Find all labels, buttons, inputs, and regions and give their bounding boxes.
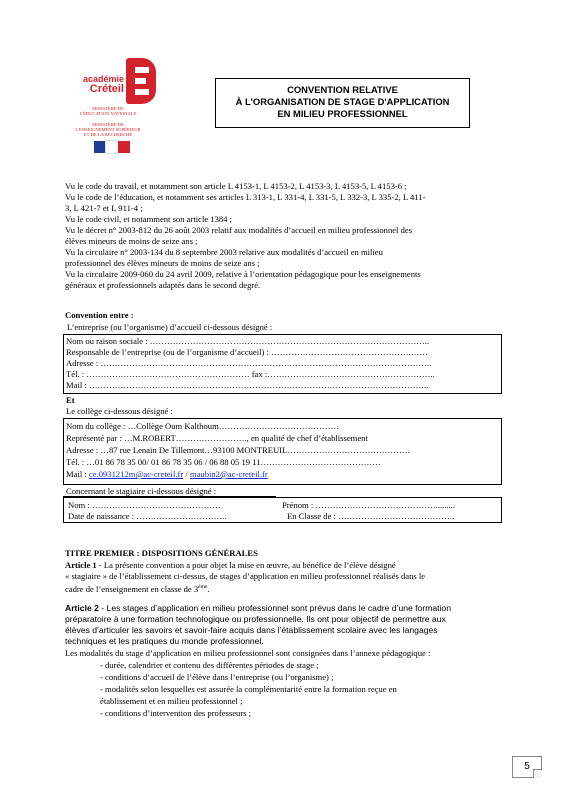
logo-text-academie: académie bbox=[82, 74, 124, 84]
preamble-line: 3, L 421-7 et L 911-4 ; bbox=[65, 203, 143, 213]
entreprise-intro: L’entreprise (ou l’organisme) d’accueil ci-dessous désigné : bbox=[67, 322, 273, 332]
college-represente-field[interactable]: Représenté par : …M.ROBERT……………………., en qualité de chef d’établissement bbox=[66, 433, 368, 443]
article1-line bbox=[65, 560, 396, 570]
article1-label: Article 1 bbox=[65, 560, 97, 570]
stagiaire-intro: Concernant le stagiaire ci-dessous désigné : bbox=[66, 486, 217, 496]
preamble-line: Vu le décret n° 2003-812 du 26 août 2003 relatif aux modalités d’accueil en milieu professionnel des bbox=[65, 225, 413, 235]
academie-creteil-logo bbox=[62, 54, 154, 160]
college-mail-separator: / bbox=[183, 469, 190, 479]
article2-line: techniques et les pratiques du monde professionnel. bbox=[65, 636, 264, 646]
modalites-intro: Les modalités du stage d’application en milieu professionnel sont consignées dans l’annexe pédagogique : bbox=[65, 648, 431, 658]
college-intro: Le collège ci-dessous désigné : bbox=[66, 406, 173, 416]
article1-text: cadre de l’enseignement en classe de 3 bbox=[65, 583, 199, 594]
preamble-line: Vu le code du travail, et notamment son article L 4153-1, L 4153-2, L 4153-3, L 4153-5, L 4153-6 ; bbox=[65, 181, 407, 191]
preamble-line: Vu le code civil, et notamment son article 1384 ; bbox=[65, 214, 233, 224]
college-nom-field[interactable]: Nom du collège : …Collège Oum Kalthoum…………………………………… bbox=[66, 421, 340, 431]
modalites-bullet: - conditions d’accueil de l’élève dans l’entreprise (ou l’organisme) ; bbox=[100, 672, 334, 682]
logo-e-mark bbox=[126, 58, 156, 104]
logo-text-creteil: Créteil bbox=[89, 83, 124, 95]
college-mail-link-2[interactable]: maubin2@ac-creteil.fr bbox=[189, 469, 268, 479]
entreprise-mail-field[interactable]: Mail : ……………………………………………………………………………………………………….. bbox=[66, 380, 429, 390]
stagiaire-nom-field[interactable]: Nom : ……………………………………… bbox=[68, 500, 221, 510]
title-line-2: À L'ORGANISATION DE STAGE D'APPLICATION bbox=[235, 96, 450, 107]
entreprise-adresse-field[interactable]: Adresse : …………………………………………………………………………………………………….. bbox=[66, 358, 432, 368]
modalites-bullet: établissement et en milieu professionnel ; bbox=[100, 696, 243, 706]
article1-end: . bbox=[207, 583, 210, 594]
document-title-box bbox=[215, 78, 470, 128]
article2-line: préparatoire à une formation technologique ou professionnelle. Ils ont pour objectif de permettre aux bbox=[65, 614, 446, 624]
et-label: Et bbox=[66, 395, 75, 405]
preamble-line: élèves mineurs de moins de seize ans ; bbox=[65, 236, 198, 246]
article2-line bbox=[65, 603, 451, 613]
article1-text: - La présente convention a pour objet la mise en œuvre, au bénéfice de l’élève désigné bbox=[96, 560, 396, 570]
stagiaire-naissance-field[interactable]: Date de naissance : ………………………….. bbox=[68, 511, 227, 521]
ministry-education-label: MINISTÈRE DE L'ÉDUCATION NATIONALE bbox=[79, 106, 137, 117]
entreprise-responsable-field[interactable]: Responsable de l’entreprise (ou de l’organisme d’accueil) : ………………………………………….…… bbox=[66, 347, 428, 357]
article2-line: élèves d’articuler les savoirs et savoir-faire acquis dans l’établissement scolaire avec les langages bbox=[65, 625, 438, 635]
entreprise-nom-field[interactable]: Nom ou raison sociale : …………………………………………………………………………………….. bbox=[66, 336, 430, 346]
page-number: 5 bbox=[512, 756, 542, 778]
titre-premier-heading: TITRE PREMIER : DISPOSITIONS GÉNÉRALES bbox=[65, 548, 258, 558]
article1-line: « stagiaire » de l’établissement ci-dessus, de stages d’application en milieu professionnel réalisés dans le bbox=[65, 571, 426, 581]
republique-francaise-flag-icon bbox=[94, 140, 130, 152]
ministry-research-label: MINISTÈRE DE L'ENSEIGNEMENT SUPÉRIEUR ET DE LA RECHERCHE bbox=[75, 122, 141, 138]
title-line-3: EN MILIEU PROFESSIONNEL bbox=[277, 108, 408, 119]
article2-text: - Les stages d’application en milieu professionnel sont prévus dans le cadre d’une formation bbox=[98, 603, 451, 613]
college-mail-label: Mail : bbox=[66, 469, 89, 479]
article1-superscript: ème bbox=[198, 584, 208, 590]
preamble-line: professionnel des élèves mineurs de moins de seize ans ; bbox=[65, 258, 260, 268]
article1-line bbox=[65, 582, 209, 594]
preamble-line: Vu le code de l’éducation, et notamment ses articles L 313-1, L 331-4, L 331-5, L 332-3, L 335-2, L 411- bbox=[65, 192, 426, 202]
convention-heading: Convention entre : bbox=[65, 310, 134, 320]
modalites-bullet: - conditions d’intervention des professeurs ; bbox=[100, 708, 252, 718]
college-mail-link-1[interactable]: ce.0931212m@ac-creteil.fr bbox=[88, 469, 184, 479]
modalites-bullet: - durée, calendrier et contenu des différentes périodes de stage ; bbox=[100, 660, 319, 670]
page-curl-icon bbox=[533, 769, 542, 778]
college-adresse-field[interactable]: Adresse : …87 rue Lenain De Tillemont…93100 MONTREUIL……………………………………. bbox=[66, 445, 410, 455]
stagiaire-prenom-field[interactable]: Prénom : ……………………………………......... bbox=[282, 500, 456, 510]
preamble-line: Vu la circulaire 2009-060 du 24 avril 2009, relative à l’orientation pédagogique pour les enseignements bbox=[65, 269, 421, 279]
preamble-line: Vu la circulaire n° 2003-134 du 8 septembre 2003 relative aux modalités d’accueil en milieu bbox=[65, 247, 383, 257]
stagiaire-classe-field[interactable]: En Classe de : ………………………………….. bbox=[287, 511, 455, 521]
modalites-bullet: - modalités selon lesquelles est assurée la complémentarité entre la formation reçue en bbox=[100, 684, 397, 694]
article2-label: Article 2 bbox=[65, 603, 99, 613]
entreprise-tel-fax-field[interactable]: Tél. : ………………………………………………… fax :………………………………………………….. bbox=[66, 369, 435, 379]
title-line-1: CONVENTION RELATIVE bbox=[287, 84, 398, 95]
preamble-line: généraux et professionnels adaptés dans le second degré. bbox=[65, 280, 261, 290]
college-mail-field bbox=[66, 469, 268, 479]
college-tel-field[interactable]: Tél. : …01 86 78 35 00/ 01 86 78 35 06 / 06 88 05 19 11…………………………………… bbox=[66, 457, 381, 467]
